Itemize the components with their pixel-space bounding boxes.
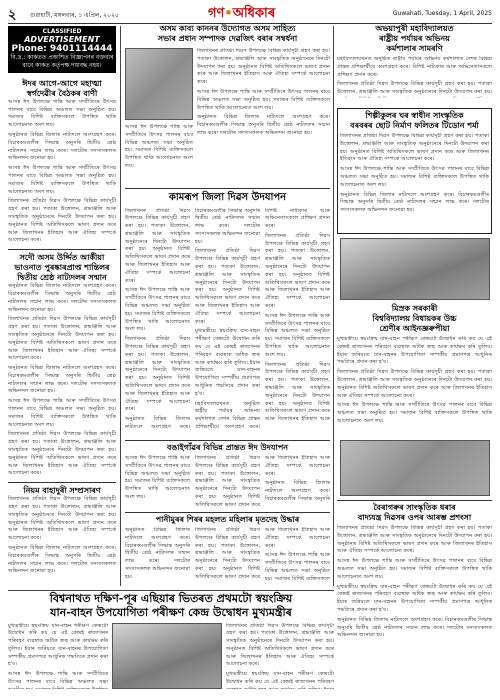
- article-body: মুখ্যমন্ত্ৰীয়ে স্বয়ংক্ৰিয় যান-বাহন পৰীক্ষণ কেন্দ্ৰটো উদ্বোধন কৰি কয় যে এই কেন্দ্ৰই ৰাজ্যখনৰ পৰিবহণ ব্যৱস্থাক অধিক স্বচ্ছ আৰু কাৰ্যক্ষম কৰি তুলিব। ইয়াৰ জৰিয়তে যান-বাহনৰ উপযোগিতা সম্পৰ্কীয় প্ৰমাণপত্ৰ আধুনিক পদ্ধতিৰে প্ৰদান কৰা হ'ব। জিলাখনৰ প্ৰতিষ্ঠা দিৱস উপলক্ষে বিভিন্ন কাৰ্যসূচী গ্ৰহণ কৰা হয়। পতাকা উত্তোলন, শ্ৰদ্ধাঞ্জলি আৰু সাংস্কৃতিক অনুষ্ঠানেৰে দিনটো উদযাপন কৰা হয়। অনুষ্ঠানত বিশিষ্ট অতিথিসকলে ভাষণ প্ৰদান কৰে আৰু জিলাখনৰ ইতিহাস আৰু ঐতিহ্য সম্পৰ্কে আলোচনা কৰে। আসন্ন ঈদ উপলক্ষে শান্তি আৰু সম্প্ৰীতিৰে উৎসৱ পালনৰ বাবে বিভিন্ন অঞ্চলত সভা অনুষ্ঠিত হয়। সমাজৰ বিশিষ্ট ব্যক্তিসকলে উপস্থিত থাকি আলোচনাত অংশ লয়।: [337, 336, 492, 424]
- left-column: [8, 26, 116, 586]
- headline: ঈদৰ আগে-আগে মহাত্মা স্বৰ্গদেৱীৰ বৈঠকৰ বাণী: [22, 78, 102, 98]
- article-photo: [125, 48, 193, 120]
- headline-line1: মিস্ৰক সৰকাৰী: [391, 304, 438, 313]
- headline-line3: কৰ্মশালাৰ সামৰণি: [386, 44, 443, 53]
- headline: পানীমুৰৰ শিৰৰ মহলত মহিলাৰ মৃতদেহ উদ্ধাৰ: [155, 515, 300, 524]
- article-body: মহাবিদ্যালয়খনত অনুষ্ঠিত ৰাষ্ট্ৰীয় পৰ্যায়ৰ অভিনয় কৰ্মশালাত দেশৰ বিভিন্ন প্ৰান্তৰ প্ৰশিক্ষাৰ্থীয়ে অংশগ্ৰহণ কৰে। বিশিষ্ট নাট্যকাৰ আৰু অভিনেতাসকলে প্ৰশিক্ষণ প্ৰদান কৰে। জিলাখনৰ প্ৰতিষ্ঠা দিৱস উপলক্ষে বিভিন্ন কাৰ্যসূচী গ্ৰহণ কৰা হয়। পতাকা উত্তোলন, শ্ৰদ্ধাঞ্জলি আৰু সাংস্কৃতিক অনুষ্ঠানেৰে দিনটো উদযাপন কৰা হয়।: [337, 56, 492, 96]
- headline-line2: বিশ্ববিদ্যালয় বিধায়কৰ উচ্চ: [372, 314, 457, 323]
- date-assamese: গুৱাহাটী, মঙ্গলবাৰ, ১ এপ্ৰিল, ২০২৫: [30, 12, 119, 19]
- article-body: জিলাখনৰ প্ৰতিষ্ঠা দিৱস উপলক্ষে বিভিন্ন কাৰ্যসূচী গ্ৰহণ কৰা হয়। পতাকা উত্তোলন, শ্ৰদ্ধাঞ্জলি আৰু সাংস্কৃতিক অনুষ্ঠানেৰে দিনটো উদযাপন কৰা হয়। অনুষ্ঠানত বিশিষ্ট অতিথিসকলে ভাষণ প্ৰদান কৰে আৰু জিলাখনৰ ইতিহাস আৰু ঐতিহ্য সম্পৰ্কে আলোচনা কৰে। অনুষ্ঠানত বিভিন্ন জিলাৰ নাট্যদলে অংশগ্ৰহণ কৰে। বিচাৰকমণ্ডলীৰ সিদ্ধান্ত অনুসৰি দ্বিতীয় শ্ৰেষ্ঠ নাট্যদলৰ সন্মান লাভ কৰে। দলটোৰ সদস্যসকলক অভিনন্দন জনোৱা হয়।: [8, 496, 116, 575]
- headline-line2: ৰাষ্ট্ৰীয় পৰ্যায়ৰ অভিনয়: [379, 34, 450, 43]
- headline-line1: বিশ্বনাথত দক্ষিণ-পূৰ এছিয়াৰ ভিতৰত প্ৰথমটো স্বয়ংক্ৰিয়: [49, 592, 293, 605]
- headline-line1: শিল্পীকুলৰ ঘৰ স্বাধীন সাংস্কৃতিক: [365, 111, 464, 120]
- article-boirkhuti: [337, 500, 492, 694]
- logo-part1: গণ: [208, 6, 225, 21]
- date-english: Guwahati, Tuesday, 1 April, 2025: [392, 10, 492, 17]
- article-photo-right-2: [340, 440, 490, 496]
- article-abhayapuri: [337, 24, 492, 104]
- article-shilpi: [337, 108, 492, 234]
- article-eid-bongaigaon: [125, 440, 330, 510]
- headline-line1: অসম কাব্য কাননৰ উদ্যোগত অসম সাহিত্য: [159, 24, 296, 33]
- article-body: জিলাখনৰ প্ৰতিষ্ঠা দিৱস উপলক্ষে বিভিন্ন কাৰ্যসূচী গ্ৰহণ কৰা হয়। পতাকা উত্তোলন, শ্ৰদ্ধাঞ্জলি আৰু সাংস্কৃতিক অনুষ্ঠানেৰে দিনটো উদযাপন কৰা হয়। অনুষ্ঠানত বিশিষ্ট অতিথিসকলে ভাষণ প্ৰদান কৰে আৰু জিলাখনৰ ইতিহাস আৰু ঐতিহ্য সম্পৰ্কে আলোচনা কৰে। আসন্ন ঈদ উপলক্ষে শান্তি আৰু সম্প্ৰীতিৰে উৎসৱ পালনৰ বাবে বিভিন্ন অঞ্চলত সভা অনুষ্ঠিত হয়। সমাজৰ বিশিষ্ট ব্যক্তিসকলে উপস্থিত থাকি আলোচনাত অংশ লয়। জিলাখনৰ প্ৰতিষ্ঠা দিৱস উপলক্ষে বিভিন্ন কাৰ্যসূচী গ্ৰহণ কৰা হয়। পতাকা উত্তোলন, শ্ৰদ্ধাঞ্জলি আৰু সাংস্কৃতিক অনুষ্ঠানেৰে দিনটো উদযাপন কৰা হয়। অনুষ্ঠানত বিশিষ্ট অতিথিসকলে ভাষণ প্ৰদান কৰে আৰু জিলাখনৰ ইতিহাস আৰু ঐতিহ্য সম্পৰ্কে আলোচনা কৰে। অনুষ্ঠানত বিভিন্ন জিলাৰ নাট্যদলে অংশগ্ৰহণ কৰে। বিচাৰকমণ্ডলীৰ সিদ্ধান্ত অনুসৰি দ্বিতীয় শ্ৰেষ্ঠ নাট্যদলৰ সন্মান লাভ কৰে। দলটোৰ সদস্যসকলক অভিনন্দন জনোৱা হয়। জিলাখনৰ প্ৰতিষ্ঠা দিৱস উপলক্ষে বিভিন্ন কাৰ্যসূচী গ্ৰহণ কৰা হয়। পতাকা উত্তোলন, শ্ৰদ্ধাঞ্জলি আৰু সাংস্কৃতিক অনুষ্ঠানেৰে দিনটো উদযাপন কৰা হয়। অনুষ্ঠানত বিশিষ্ট অতিথিসকলে ভাষণ প্ৰদান কৰে আৰু জিলাখনৰ ইতিহাস আৰু ঐতিহ্য সম্পৰ্কে আলোচনা কৰে। মুখ্যমন্ত্ৰীয়ে স্বয়ংক্ৰিয় যান-বাহন পৰীক্ষণ কেন্দ্ৰটো উদ্বোধন কৰি কয় যে এই কেন্দ্ৰই ৰাজ্যখনৰ পৰিবহণ ব্যৱস্থাক অধিক স্বচ্ছ আৰু কাৰ্যক্ষম কৰি তুলিব। ইয়াৰ জৰিয়তে যান-বাহনৰ উপযোগিতা সম্পৰ্কীয় প্ৰমাণপত্ৰ আধুনিক পদ্ধতিৰে প্ৰদান কৰা হ'ব। মহাবিদ্যালয়খনত অনুষ্ঠিত ৰাষ্ট্ৰীয় পৰ্যায়ৰ অভিনয় কৰ্মশালাত দেশৰ বিভিন্ন প্ৰান্তৰ প্ৰশিক্ষাৰ্থীয়ে অংশগ্ৰহণ কৰে। বিশিষ্ট নাট্যকাৰ আৰু অভিনেতাসকলে প্ৰশিক্ষণ প্ৰদান কৰে। জিলাখনৰ প্ৰতিষ্ঠা দিৱস উপলক্ষে বিভিন্ন কাৰ্যসূচী গ্ৰহণ কৰা হয়। পতাকা উত্তোলন, শ্ৰদ্ধাঞ্জলি আৰু সাংস্কৃতিক অনুষ্ঠানেৰে দিনটো উদযাপন কৰা হয়। অনুষ্ঠানত বিশিষ্ট অতিথিসকলে ভাষণ প্ৰদান কৰে আৰু জিলাখনৰ ইতিহাস আৰু ঐতিহ্য সম্পৰ্কে আলোচনা কৰে। আসন্ন ঈদ উপলক্ষে শান্তি আৰু সম্প্ৰীতিৰে উৎসৱ পালনৰ বাবে বিভিন্ন অঞ্চলত সভা অনুষ্ঠিত হয়। সমাজৰ বিশিষ্ট ব্যক্তিসকলে উপস্থিত থাকি আলোচনাত অংশ লয়। জিলাখনৰ প্ৰতিষ্ঠা দিৱস উপলক্ষে বিভিন্ন কাৰ্যসূচী গ্ৰহণ কৰা হয়। পতাকা উত্তোলন, শ্ৰদ্ধাঞ্জলি আৰু সাংস্কৃতিক অনুষ্ঠানেৰে দিনটো উদযাপন কৰা হয়। অনুষ্ঠানত বিশিষ্ট অতিথিসকলে ভাষণ প্ৰদান কৰে আৰু জিলাখনৰ ইতিহাস আৰু: [125, 207, 330, 431]
- column-divider: [120, 26, 121, 586]
- article-niyam: [8, 482, 116, 576]
- headline-line3: শ্ৰেণীৰ আইনজ্ঞৰুপীয়া: [379, 324, 450, 333]
- article-body: অনুষ্ঠানত বিভিন্ন জিলাৰ নাট্যদলে অংশগ্ৰহণ কৰে। বিচাৰকমণ্ডলীৰ সিদ্ধান্ত অনুসৰি দ্বিতীয় শ্ৰেষ্ঠ নাট্যদলৰ সন্মান লাভ কৰে। দলটোৰ সদস্যসকলক অভিনন্দন জনোৱা হয়। জিলাখনৰ প্ৰতিষ্ঠা দিৱস উপলক্ষে বিভিন্ন কাৰ্যসূচী গ্ৰহণ কৰা হয়। পতাকা উত্তোলন, শ্ৰদ্ধাঞ্জলি আৰু সাংস্কৃতিক অনুষ্ঠানেৰে দিনটো উদযাপন কৰা হয়। অনুষ্ঠানত বিশিষ্ট অতিথিসকলে ভাষণ প্ৰদান কৰে আৰু জিলাখনৰ ইতিহাস আৰু ঐতিহ্য সম্পৰ্কে আলোচনা কৰে। অনুষ্ঠানত বিভিন্ন জিলাৰ নাট্যদলে অংশগ্ৰহণ কৰে। বিচাৰকমণ্ডলীৰ সিদ্ধান্ত অনুসৰি দ্বিতীয় শ্ৰেষ্ঠ নাট্যদলৰ সন্মান লাভ কৰে। দলটোৰ সদস্যসকলক অভিনন্দন জনোৱা হয়। আসন্ন ঈদ উপলক্ষে শান্তি আৰু সম্প্ৰীতিৰে উৎসৱ পালনৰ বাবে বিভিন্ন অঞ্চলত সভা অনুষ্ঠিত হয়। সমাজৰ বিশিষ্ট ব্যক্তিসকলে উপস্থিত থাকি আলোচনাত অংশ লয়। জিলাখনৰ প্ৰতিষ্ঠা দিৱস উপলক্ষে বিভিন্ন কাৰ্যসূচী গ্ৰহণ কৰা হয়। পতাকা উত্তোলন, শ্ৰদ্ধাঞ্জলি আৰু সাংস্কৃতিক অনুষ্ঠানেৰে দিনটো উদযাপন কৰা হয়। অনুষ্ঠানত বিশিষ্ট অতিথিসকলে ভাষণ প্ৰদান কৰে আৰু জিলাখনৰ ইতিহাস আৰু ঐতিহ্য সম্পৰ্কে আলোচনা কৰে।: [8, 283, 116, 477]
- headline-line1: অভয়াপুৰী মহাবিদ্যালয়ত: [375, 24, 454, 33]
- article-photo: [112, 623, 222, 689]
- article-kharshi: [337, 304, 492, 436]
- headline-line2: সভাৰ প্ৰধান সম্পাদক দেৱজিৎ বৰাৰ সম্বৰ্ধনা: [157, 34, 298, 43]
- classified-line2: ADVERTISEMENT: [24, 35, 100, 44]
- headline: সদৌ অসম উৰ্দ্দিত আৰ্কীয়া ভাওনাত পুৰষ্কাৰপ্ৰাপ্ত শান্তিলৰ দ্বিতীয় শ্ৰেষ্ঠ নাট্যদলৰ সন্মান: [14, 253, 110, 283]
- classified-line1: CLASSIFIED: [42, 28, 82, 35]
- article-kamrup: [125, 188, 330, 438]
- column-divider: [333, 26, 334, 586]
- classified-disclaimer: বি.দ্ৰ.: কাকতত প্ৰকাশিত বিজ্ঞাপনৰ বক্তব্যৰ বাবে কাকত কৰ্তৃপক্ষ দায়বদ্ধ নহয়।: [10, 54, 114, 70]
- article-bishnath: [8, 592, 334, 696]
- article-body-continued: আসন্ন ঈদ উপলক্ষে শান্তি আৰু সম্প্ৰীতিৰে উৎসৱ পালনৰ বাবে বিভিন্ন অঞ্চলত সভা অনুষ্ঠিত হয়। সমাজৰ বিশিষ্ট ব্যক্তিসকলে উপস্থিত থাকি আলোচনাত অংশ লয়।: [125, 124, 193, 169]
- article-body: আসন্ন ঈদ উপলক্ষে শান্তি আৰু সম্প্ৰীতিৰে উৎসৱ পালনৰ বাবে বিভিন্ন অঞ্চলত সভা অনুষ্ঠিত হয়। সমাজৰ বিশিষ্ট ব্যক্তিসকলে উপস্থিত থাকি আলোচনাত অংশ লয়। জিলাখনৰ প্ৰতিষ্ঠা দিৱস উপলক্ষে বিভিন্ন কাৰ্যসূচী গ্ৰহণ কৰা হয়। পতাকা উত্তোলন, শ্ৰদ্ধাঞ্জলি আৰু সাংস্কৃতিক অনুষ্ঠানেৰে দিনটো উদযাপন কৰা হয়। অনুষ্ঠানত বিশিষ্ট অতিথিসকলে ভাষণ প্ৰদান কৰে আৰু জিলাখনৰ ইতিহাস আৰু ঐতিহ্য সম্পৰ্কে আলোচনা কৰে। অনুষ্ঠানত বিভিন্ন জিলাৰ নাট্যদলে অংশগ্ৰহণ কৰে। বিচাৰকমণ্ডলীৰ সিদ্ধান্ত অনুসৰি: [125, 455, 330, 508]
- masthead: [8, 4, 492, 24]
- article-eid-left: [8, 79, 116, 245]
- section-divider: [8, 590, 334, 591]
- logo-dot-icon: •: [224, 6, 233, 21]
- headline: কামৰূপ জিলা দিৱস উদযাপন: [168, 192, 287, 203]
- page-number: ২: [8, 8, 17, 23]
- headline-line2: যান-বাহন উপযোগিতা পৰীক্ষণ কেন্দ্ৰ উদ্বোধন মুখ্যমন্ত্ৰীৰ: [50, 605, 292, 619]
- article-body: আসন্ন ঈদ উপলক্ষে শান্তি আৰু সম্প্ৰীতিৰে উৎসৱ পালনৰ বাবে বিভিন্ন অঞ্চলত সভা অনুষ্ঠিত হয়। সমাজৰ বিশিষ্ট ব্যক্তিসকলে উপস্থিত থাকি আলোচনাত অংশ লয়। অনুষ্ঠানত বিভিন্ন জিলাৰ নাট্যদলে অংশগ্ৰহণ কৰে। বিচাৰকমণ্ডলীৰ সিদ্ধান্ত অনুসৰি দ্বিতীয় শ্ৰেষ্ঠ নাট্যদলৰ সন্মান লাভ কৰে। দলটোৰ সদস্যসকলক অভিনন্দন জনোৱা হয়। আসন্ন ঈদ উপলক্ষে শান্তি আৰু সম্প্ৰীতিৰে উৎসৱ পালনৰ বাবে বিভিন্ন অঞ্চলত সভা অনুষ্ঠিত হয়। সমাজৰ বিশিষ্ট ব্যক্তিসকলে উপস্থিত থাকি আলোচনাত অংশ লয়। জিলাখনৰ প্ৰতিষ্ঠা দিৱস উপলক্ষে বিভিন্ন কাৰ্যসূচী গ্ৰহণ কৰা হয়। পতাকা উত্তোলন, শ্ৰদ্ধাঞ্জলি আৰু সাংস্কৃতিক অনুষ্ঠানেৰে দিনটো উদযাপন কৰা হয়। অনুষ্ঠানত বিশিষ্ট অতিথিসকলে ভাষণ প্ৰদান কৰে আৰু জিলাখনৰ ইতিহাস আৰু ঐতিহ্য সম্পৰ্কে আলোচনা কৰে।: [8, 98, 116, 244]
- article-body: অনুষ্ঠানত বিভিন্ন জিলাৰ নাট্যদলে অংশগ্ৰহণ কৰে। বিচাৰকমণ্ডলীৰ সিদ্ধান্ত অনুসৰি দ্বিতীয় শ্ৰেষ্ঠ নাট্যদলৰ সন্মান লাভ কৰে। দলটোৰ সদস্যসকলক অভিনন্দন জনোৱা হয়। জিলাখনৰ প্ৰতিষ্ঠা দিৱস উপলক্ষে বিভিন্ন কাৰ্যসূচী গ্ৰহণ কৰা হয়। পতাকা উত্তোলন, শ্ৰদ্ধাঞ্জলি আৰু সাংস্কৃতিক অনুষ্ঠানেৰে দিনটো উদযাপন কৰা হয়। অনুষ্ঠানত বিশিষ্ট অতিথিসকলে ভাষণ প্ৰদান কৰে আৰু জিলাখনৰ ইতিহাস আৰু ঐতিহ্য সম্পৰ্কে আলোচনা কৰে। আসন্ন ঈদ উপলক্ষে শান্তি আৰু সম্প্ৰীতিৰে উৎসৱ পালনৰ বাবে বিভিন্ন অঞ্চলত সভা অনুষ্ঠিত হয়। সমাজৰ বিশিষ্ট ব্যক্তিসকলে: [125, 527, 330, 582]
- headline-line2: বৰবৰৰ ছোট নিৰ্মাণ ফলিতৰ টিডোন শৰ্মা: [350, 121, 479, 130]
- article-content: [8, 623, 334, 689]
- headline-line2: বাদ্যযন্ত্ৰ দিৱসৰ ওপৰ আৰম্ভ প্ৰশংসা: [357, 513, 472, 522]
- logo-part2: অধিকাৰ: [232, 6, 276, 21]
- classified-ad: [8, 26, 116, 73]
- article-photo-right: [340, 238, 490, 300]
- article-body: মুখ্যমন্ত্ৰীয়ে স্বয়ংক্ৰিয় যান-বাহন পৰীক্ষণ কেন্দ্ৰটো উদ্বোধন কৰি কয় যে এই কেন্দ্ৰই ৰাজ্যখনৰ পৰিবহণ ব্যৱস্থাক অধিক স্বচ্ছ আৰু কাৰ্যক্ষম কৰি তুলিব। ইয়াৰ জৰিয়তে যান-বাহনৰ উপযোগিতা সম্পৰ্কীয় প্ৰমাণপত্ৰ আধুনিক পদ্ধতিৰে প্ৰদান কৰা হ'ব। আসন্ন ঈদ উপলক্ষে শান্তি আৰু সম্প্ৰীতিৰে উৎসৱ পালনৰ বাবে বিভিন্ন অঞ্চলত সভা: [8, 622, 108, 686]
- classified-phone: Phone: 9401114444: [11, 44, 113, 54]
- article-body: জিলাখনৰ প্ৰতিষ্ঠা দিৱস উপলক্ষে বিভিন্ন কাৰ্যসূচী গ্ৰহণ কৰা হয়। পতাকা উত্তোলন, শ্ৰদ্ধাঞ্জলি আৰু সাংস্কৃতিক অনুষ্ঠানেৰে দিনটো উদযাপন কৰা হয়। অনুষ্ঠানত বিশিষ্ট অতিথিসকলে ভাষণ প্ৰদান কৰে আৰু জিলাখনৰ ইতিহাস আৰু ঐতিহ্য সম্পৰ্কে আলোচনা কৰে। আসন্ন ঈদ উপলক্ষে শান্তি আৰু সম্প্ৰীতিৰে উৎসৱ পালনৰ বাবে বিভিন্ন অঞ্চলত সভা অনুষ্ঠিত হয়। সমাজৰ বিশিষ্ট ব্যক্তিসকলে উপস্থিত থাকি আলোচনাত অংশ লয়। মুখ্যমন্ত্ৰীয়ে স্বয়ংক্ৰিয় যান-বাহন পৰীক্ষণ কেন্দ্ৰটো উদ্বোধন কৰি কয় যে এই কেন্দ্ৰই ৰাজ্যখনৰ পৰিবহণ ব্যৱস্থাক অধিক স্বচ্ছ আৰু কাৰ্যক্ষম কৰি তুলিব। ইয়াৰ জৰিয়তে যান-বাহনৰ উপযোগিতা সম্পৰ্কীয় প্ৰমাণপত্ৰ আধুনিক পদ্ধতিৰে প্ৰদান কৰা হ'ব। অনুষ্ঠানত বিভিন্ন জিলাৰ নাট্যদলে অংশগ্ৰহণ কৰে। বিচাৰকমণ্ডলীৰ সিদ্ধান্ত অনুসৰি দ্বিতীয় শ্ৰেষ্ঠ নাট্যদলৰ সন্মান লাভ কৰে। দলটোৰ সদস্যসকলক অভিনন্দন জনোৱা হয়।: [337, 525, 492, 639]
- newspaper-logo: [208, 4, 275, 25]
- article-body: জিলাখনৰ প্ৰতিষ্ঠা দিৱস উপলক্ষে বিভিন্ন কাৰ্যসূচী গ্ৰহণ কৰা হয়। পতাকা উত্তোলন, শ্ৰদ্ধাঞ্জলি আৰু সাংস্কৃতিক অনুষ্ঠানেৰে দিনটো উদযাপন কৰা হয়। অনুষ্ঠানত বিশিষ্ট অতিথিসকলে ভাষণ প্ৰদান কৰে আৰু জিলাখনৰ ইতিহাস আৰু ঐতিহ্য সম্পৰ্কে আলোচনা কৰে। আসন্ন ঈদ উপলক্ষে শান্তি আৰু সম্প্ৰীতিৰে উৎসৱ পালনৰ বাবে বিভিন্ন অঞ্চলত সভা অনুষ্ঠিত হয়। সমাজৰ বিশিষ্ট ব্যক্তিসকলে উপস্থিত থাকি আলোচনাত অংশ লয়। অনুষ্ঠানত বিভিন্ন জিলাৰ নাট্যদলে অংশগ্ৰহণ কৰে। বিচাৰকমণ্ডলীৰ সিদ্ধান্ত অনুসৰি দ্বিতীয় শ্ৰেষ্ঠ নাট্যদলৰ সন্মান লাভ কৰে। দলটোৰ সদস্যসকলক অভিনন্দন জনোৱা হয়।: [340, 133, 489, 214]
- article-body-continued: জিলাখনৰ প্ৰতিষ্ঠা দিৱস উপলক্ষে বিভিন্ন কাৰ্যসূচী গ্ৰহণ কৰা হয়। পতাকা উত্তোলন, শ্ৰদ্ধাঞ্জলি আৰু সাংস্কৃতিক অনুষ্ঠানেৰে দিনটো উদযাপন কৰা হয়। অনুষ্ঠানত বিশিষ্ট অতিথিসকলে ভাষণ প্ৰদান কৰে আৰু জিলাখনৰ ইতিহাস আৰু ঐতিহ্য সম্পৰ্কে আলোচনা কৰে। মুখ্যমন্ত্ৰীয়ে স্বয়ংক্ৰিয় যান-বাহন পৰীক্ষণ কেন্দ্ৰটো উদ্বোধন কৰি কয় যে এই কেন্দ্ৰই ৰাজ্যখনৰ পৰিবহণ: [226, 622, 334, 686]
- headline-line1: বৈৰাগৰুৰ সাংস্কৃতিক ধৰাৰ: [373, 503, 456, 512]
- headline: বঙাইগাঁৱৰ বিভিন্ন প্ৰান্তত ঈদ উদযাপন: [166, 443, 289, 452]
- article-sahitya: [125, 24, 330, 184]
- article-body: জিলাখনৰ প্ৰতিষ্ঠা দিৱস উপলক্ষে বিভিন্ন কাৰ্যসূচী গ্ৰহণ কৰা হয়। পতাকা উত্তোলন, শ্ৰদ্ধাঞ্জলি আৰু সাংস্কৃতিক অনুষ্ঠানেৰে দিনটো উদযাপন কৰা হয়। অনুষ্ঠানত বিশিষ্ট অতিথিসকলে ভাষণ প্ৰদান কৰে আৰু জিলাখনৰ ইতিহাস আৰু ঐতিহ্য সম্পৰ্কে আলোচনা কৰে। আসন্ন ঈদ উপলক্ষে শান্তি আৰু সম্প্ৰীতিৰে উৎসৱ পালনৰ বাবে বিভিন্ন অঞ্চলত সভা অনুষ্ঠিত হয়। সমাজৰ বিশিষ্ট ব্যক্তিসকলে উপস্থিত থাকি আলোচনাত অংশ লয়। অনুষ্ঠানত বিভিন্ন জিলাৰ নাট্যদলে অংশগ্ৰহণ কৰে। বিচাৰকমণ্ডলীৰ সিদ্ধান্ত অনুসৰি দ্বিতীয় শ্ৰেষ্ঠ নাট্যদলৰ সন্মান লাভ কৰে। দলটোৰ সদস্যসকলক অভিনন্দন জনোৱা হয়।: [197, 48, 330, 136]
- article-sadou-asom: [8, 249, 116, 478]
- article-panimur: [125, 512, 330, 586]
- headline: নিয়ম বাহাদুৰী সম্প্ৰসাৰণ: [23, 486, 101, 496]
